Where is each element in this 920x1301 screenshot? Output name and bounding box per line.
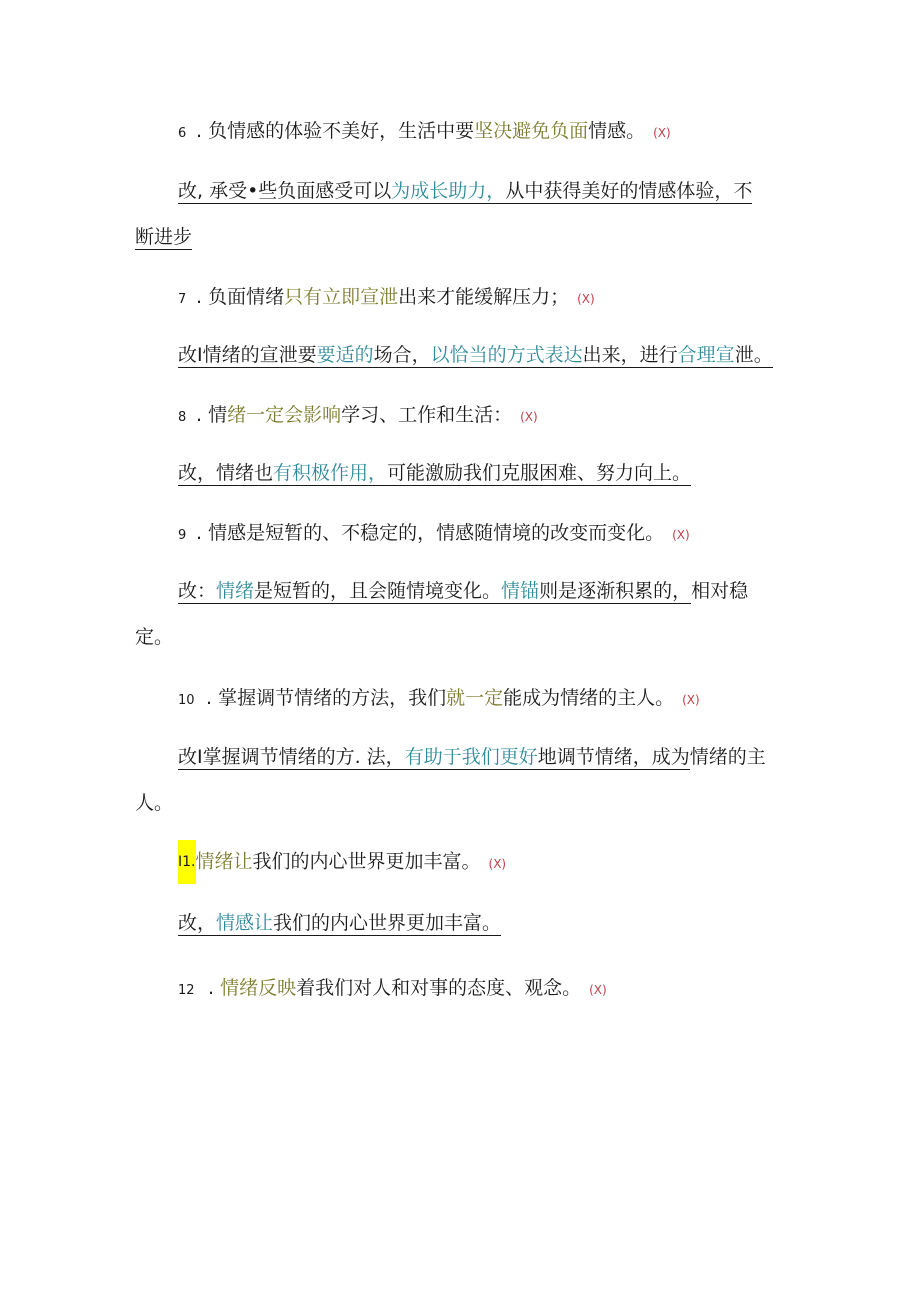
question-12: [178, 975, 607, 1004]
question-text: . 负情感的体验不美好，生活中要: [196, 120, 475, 142]
question-number: 7: [178, 292, 187, 307]
wrong-mark: (X): [672, 528, 690, 542]
correction-text: 改，情绪也有积极作用，可能激励我们克服困难、努力向上。: [178, 462, 692, 484]
question-text: . 情感是短暂的、不稳定的，情感随情境的改变而变化。: [196, 522, 665, 544]
correction-10: [178, 744, 766, 770]
wrong-mark: (X): [653, 126, 671, 140]
correction-7: [178, 342, 773, 368]
correction-8: [178, 460, 691, 486]
highlighted-phrase: 绪一定会影响: [227, 404, 342, 426]
key-phrase: 情绪: [216, 580, 255, 602]
highlighted-phrase: 只有立即宣泄: [284, 286, 399, 308]
key-phrase: 为成长助力，: [391, 180, 506, 202]
question-text: 我们的内心世界更加丰富。: [252, 850, 481, 873]
question-text: . 情: [196, 404, 228, 426]
correction-10-cont: [135, 790, 173, 816]
wrong-mark: (X): [577, 292, 595, 306]
correction-9: [178, 578, 748, 604]
question-number: 9: [178, 528, 187, 543]
wrong-mark: (X): [520, 410, 538, 424]
question-text: 学习、工作和生活：: [341, 404, 513, 426]
highlighted-phrase: 情绪让: [195, 850, 253, 873]
correction-11: [178, 910, 501, 936]
wrong-mark: (X): [589, 983, 607, 997]
wrong-mark: (X): [488, 856, 507, 871]
question-number: I1.: [178, 840, 196, 884]
key-phrase: 有积极作用，: [273, 462, 388, 484]
question-text: 着我们对人和对事的态度、观念。: [296, 977, 582, 999]
correction-text-tail: 相对稳: [691, 580, 749, 602]
correction-text: 定。: [135, 626, 174, 648]
question-text: . 掌握调节情绪的方法，我们: [206, 687, 447, 709]
key-phrase: 情感让: [216, 912, 274, 934]
question-6: [178, 118, 671, 147]
highlighted-phrase: 坚决避免负面: [474, 120, 589, 142]
key-phrase: 有助于我们更好: [404, 746, 538, 768]
correction-6: [178, 178, 752, 204]
question-7: [178, 284, 595, 313]
question-8: [178, 402, 538, 431]
question-number: 6: [178, 126, 187, 141]
question-number: 10: [178, 693, 195, 708]
correction-text: 改：情绪是短暂的，且会随情境变化。情锚则是逐渐积累的，: [178, 580, 692, 602]
question-number: 12: [178, 983, 195, 998]
question-11: [178, 840, 506, 884]
correction-text: 改, 承受•些负面感受可以为成长助力，从中获得美好的情感体验，不: [178, 180, 753, 202]
correction-6-cont: [135, 224, 192, 250]
key-phrase: 情锚: [501, 580, 540, 602]
question-number: 8: [178, 410, 187, 425]
highlighted-phrase: 就一定: [446, 687, 504, 709]
question-text: 情感。: [588, 120, 646, 142]
correction-text-tail: 情绪的主: [689, 746, 766, 768]
correction-text: 改I情绪的宣泄要要适的场合，以恰当的方式表达出来，进行合理宣泄。: [178, 344, 773, 366]
correction-text: 改，情感让我们的内心世界更加丰富。: [178, 912, 502, 934]
correction-9-cont: [135, 624, 173, 650]
key-phrase: 以恰当的方式表达: [430, 344, 583, 366]
question-10: [178, 685, 700, 714]
correction-text: 改I掌握调节情绪的方. 法，有助于我们更好地调节情绪，成为: [178, 746, 690, 768]
question-text: .: [208, 977, 221, 999]
question-9: [178, 520, 690, 549]
question-text: . 负面情绪: [196, 286, 285, 308]
question-text: 出来才能缓解压力；: [398, 286, 570, 308]
highlighted-phrase: 情绪反映: [220, 977, 297, 999]
wrong-mark: (X): [682, 693, 700, 707]
key-phrase: 要适的: [316, 344, 374, 366]
correction-text: 人。: [135, 792, 174, 814]
correction-text: 断进步: [135, 226, 193, 248]
key-phrase: 合理宣: [677, 344, 735, 366]
question-text: 能成为情绪的主人。: [503, 687, 675, 709]
